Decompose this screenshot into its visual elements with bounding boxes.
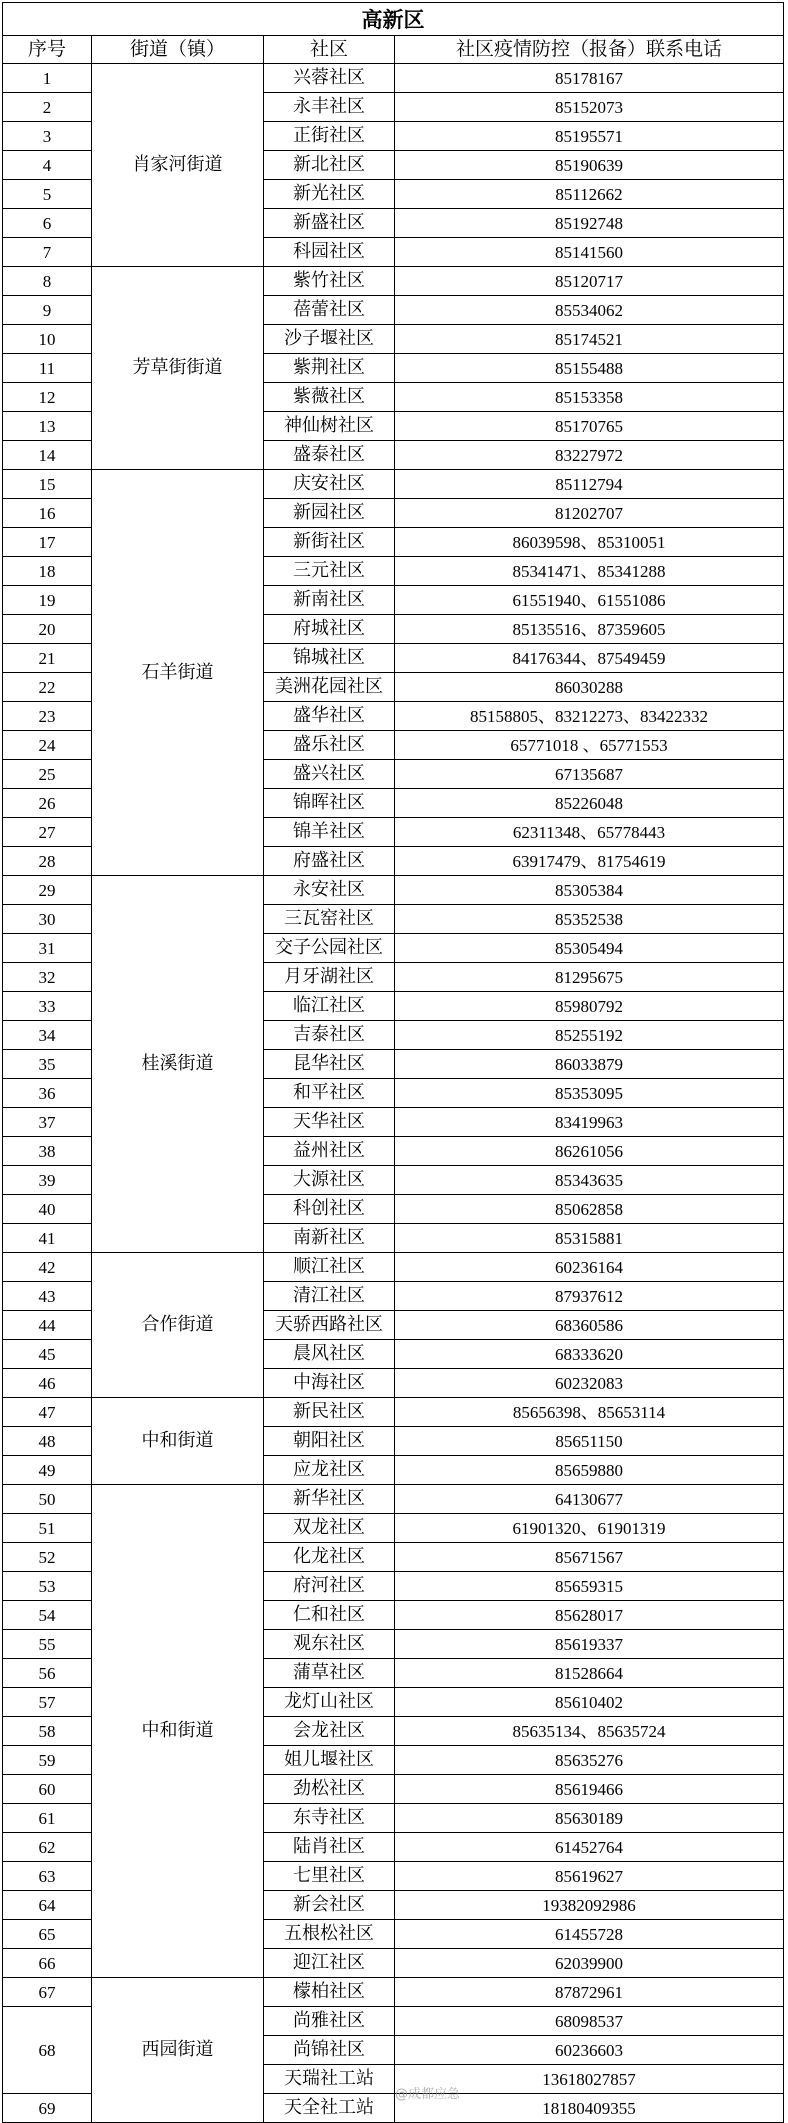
cell-community: 双龙社区 — [264, 1514, 395, 1543]
cell-phone: 19382092986 — [395, 1891, 784, 1920]
cell-community: 新园社区 — [264, 499, 395, 528]
cell-community: 美洲花园社区 — [264, 673, 395, 702]
cell-phone: 85112794 — [395, 470, 784, 499]
cell-index: 20 — [3, 615, 92, 644]
cell-phone: 60236603 — [395, 2036, 784, 2065]
cell-phone: 86261056 — [395, 1137, 784, 1166]
cell-community: 科园社区 — [264, 238, 395, 267]
cell-index: 63 — [3, 1862, 92, 1891]
cell-phone: 85628017 — [395, 1601, 784, 1630]
cell-phone: 85155488 — [395, 354, 784, 383]
cell-phone: 68098537 — [395, 2007, 784, 2036]
cell-index: 35 — [3, 1050, 92, 1079]
table-body — [3, 64, 784, 2123]
cell-street: 肖家河街道 — [92, 64, 264, 267]
cell-community: 交子公园社区 — [264, 934, 395, 963]
cell-phone: 83227972 — [395, 441, 784, 470]
cell-index: 18 — [3, 557, 92, 586]
cell-index: 46 — [3, 1369, 92, 1398]
cell-index: 68 — [3, 2007, 92, 2094]
cell-community: 龙灯山社区 — [264, 1688, 395, 1717]
cell-phone: 85062858 — [395, 1195, 784, 1224]
cell-phone: 62311348、65778443 — [395, 818, 784, 847]
cell-community: 昆华社区 — [264, 1050, 395, 1079]
cell-index: 23 — [3, 702, 92, 731]
cell-index: 37 — [3, 1108, 92, 1137]
cell-index: 2 — [3, 93, 92, 122]
cell-index: 19 — [3, 586, 92, 615]
cell-community: 天华社区 — [264, 1108, 395, 1137]
cell-phone: 85656398、85653114 — [395, 1398, 784, 1427]
cell-phone: 85152073 — [395, 93, 784, 122]
cell-index: 3 — [3, 122, 92, 151]
cell-street: 桂溪街道 — [92, 876, 264, 1253]
cell-community: 顺江社区 — [264, 1253, 395, 1282]
community-contact-table — [2, 2, 784, 2123]
cell-index: 40 — [3, 1195, 92, 1224]
cell-phone: 85174521 — [395, 325, 784, 354]
cell-index: 21 — [3, 644, 92, 673]
cell-community: 蓓蕾社区 — [264, 296, 395, 325]
cell-community: 临江社区 — [264, 992, 395, 1021]
cell-phone: 85671567 — [395, 1543, 784, 1572]
cell-phone: 85980792 — [395, 992, 784, 1021]
cell-index: 12 — [3, 383, 92, 412]
cell-community: 吉泰社区 — [264, 1021, 395, 1050]
cell-phone: 13618027857 — [395, 2065, 784, 2094]
table-title: 高新区 — [3, 3, 784, 36]
cell-index: 49 — [3, 1456, 92, 1485]
cell-community: 永安社区 — [264, 876, 395, 905]
cell-index: 69 — [3, 2094, 92, 2123]
cell-community: 紫薇社区 — [264, 383, 395, 412]
header-street: 街道（镇） — [92, 36, 264, 64]
cell-index: 9 — [3, 296, 92, 325]
cell-index: 1 — [3, 64, 92, 93]
cell-community: 新街社区 — [264, 528, 395, 557]
cell-community: 观东社区 — [264, 1630, 395, 1659]
cell-community: 南新社区 — [264, 1224, 395, 1253]
cell-phone: 85153358 — [395, 383, 784, 412]
cell-index: 44 — [3, 1311, 92, 1340]
cell-phone: 68333620 — [395, 1340, 784, 1369]
cell-index: 15 — [3, 470, 92, 499]
cell-community: 盛乐社区 — [264, 731, 395, 760]
cell-index: 24 — [3, 731, 92, 760]
cell-index: 59 — [3, 1746, 92, 1775]
cell-phone: 61551940、61551086 — [395, 586, 784, 615]
cell-index: 4 — [3, 151, 92, 180]
cell-community: 沙子堰社区 — [264, 325, 395, 354]
table-row — [3, 470, 784, 499]
cell-street: 石羊街道 — [92, 470, 264, 876]
header-community: 社区 — [264, 36, 395, 64]
cell-phone: 60232083 — [395, 1369, 784, 1398]
cell-phone: 85630189 — [395, 1804, 784, 1833]
cell-street: 中和街道 — [92, 1485, 264, 1978]
cell-community: 新南社区 — [264, 586, 395, 615]
cell-community: 七里社区 — [264, 1862, 395, 1891]
cell-phone: 85305494 — [395, 934, 784, 963]
cell-phone: 85178167 — [395, 64, 784, 93]
cell-community: 月牙湖社区 — [264, 963, 395, 992]
cell-index: 52 — [3, 1543, 92, 1572]
cell-community: 新盛社区 — [264, 209, 395, 238]
cell-community: 新北社区 — [264, 151, 395, 180]
cell-community: 紫竹社区 — [264, 267, 395, 296]
cell-index: 5 — [3, 180, 92, 209]
cell-phone: 81202707 — [395, 499, 784, 528]
cell-community: 檬柏社区 — [264, 1978, 395, 2007]
cell-index: 64 — [3, 1891, 92, 1920]
cell-index: 45 — [3, 1340, 92, 1369]
watermark: @成都应急 — [395, 2087, 461, 2102]
cell-phone: 86030288 — [395, 673, 784, 702]
cell-street: 中和街道 — [92, 1398, 264, 1485]
header-phone: 社区疫情防控（报备）联系电话 — [395, 36, 784, 64]
cell-index: 36 — [3, 1079, 92, 1108]
cell-index: 17 — [3, 528, 92, 557]
cell-community: 尚锦社区 — [264, 2036, 395, 2065]
cell-phone: 61455728 — [395, 1920, 784, 1949]
cell-index: 43 — [3, 1282, 92, 1311]
cell-index: 28 — [3, 847, 92, 876]
cell-community: 朝阳社区 — [264, 1427, 395, 1456]
cell-community: 姐儿堰社区 — [264, 1746, 395, 1775]
cell-phone: 61901320、61901319 — [395, 1514, 784, 1543]
cell-index: 65 — [3, 1920, 92, 1949]
cell-phone: 67135687 — [395, 760, 784, 789]
cell-phone: 85135516、87359605 — [395, 615, 784, 644]
cell-phone: 85659880 — [395, 1456, 784, 1485]
cell-index: 48 — [3, 1427, 92, 1456]
cell-phone: 85352538 — [395, 905, 784, 934]
cell-phone: 85120717 — [395, 267, 784, 296]
cell-phone: 85534062 — [395, 296, 784, 325]
cell-phone: 85170765 — [395, 412, 784, 441]
cell-community: 新华社区 — [264, 1485, 395, 1514]
cell-street: 芳草街街道 — [92, 267, 264, 470]
cell-community: 锦晖社区 — [264, 789, 395, 818]
cell-phone: 85190639 — [395, 151, 784, 180]
cell-index: 57 — [3, 1688, 92, 1717]
cell-index: 6 — [3, 209, 92, 238]
cell-street: 西园街道 — [92, 1978, 264, 2123]
cell-community: 蒲草社区 — [264, 1659, 395, 1688]
cell-community: 新会社区 — [264, 1891, 395, 1920]
cell-community: 永丰社区 — [264, 93, 395, 122]
cell-phone: 85619627 — [395, 1862, 784, 1891]
cell-index: 66 — [3, 1949, 92, 1978]
cell-index: 16 — [3, 499, 92, 528]
cell-index: 56 — [3, 1659, 92, 1688]
cell-index: 29 — [3, 876, 92, 905]
cell-phone: 61452764 — [395, 1833, 784, 1862]
cell-community: 锦城社区 — [264, 644, 395, 673]
cell-community: 锦羊社区 — [264, 818, 395, 847]
cell-community: 晨风社区 — [264, 1340, 395, 1369]
cell-phone: 85610402 — [395, 1688, 784, 1717]
cell-community: 五根松社区 — [264, 1920, 395, 1949]
cell-community: 尚雅社区 — [264, 2007, 395, 2036]
cell-index: 55 — [3, 1630, 92, 1659]
cell-phone: 68360586 — [395, 1311, 784, 1340]
cell-street: 合作街道 — [92, 1253, 264, 1398]
cell-community: 盛泰社区 — [264, 441, 395, 470]
cell-phone: 85226048 — [395, 789, 784, 818]
cell-community: 迎江社区 — [264, 1949, 395, 1978]
cell-index: 47 — [3, 1398, 92, 1427]
table-row — [3, 1978, 784, 2007]
cell-phone: 62039900 — [395, 1949, 784, 1978]
cell-community: 东寺社区 — [264, 1804, 395, 1833]
cell-index: 22 — [3, 673, 92, 702]
cell-index: 67 — [3, 1978, 92, 2007]
cell-phone: 63917479、81754619 — [395, 847, 784, 876]
cell-community: 三瓦窑社区 — [264, 905, 395, 934]
cell-community: 仁和社区 — [264, 1601, 395, 1630]
cell-phone: 85112662 — [395, 180, 784, 209]
cell-community: 新民社区 — [264, 1398, 395, 1427]
cell-community: 紫荆社区 — [264, 354, 395, 383]
cell-index: 61 — [3, 1804, 92, 1833]
cell-community: 劲松社区 — [264, 1775, 395, 1804]
cell-phone: 60236164 — [395, 1253, 784, 1282]
cell-community: 化龙社区 — [264, 1543, 395, 1572]
table-row — [3, 1485, 784, 1514]
cell-index: 62 — [3, 1833, 92, 1862]
cell-phone: 85353095 — [395, 1079, 784, 1108]
cell-phone: 85315881 — [395, 1224, 784, 1253]
cell-community: 应龙社区 — [264, 1456, 395, 1485]
cell-index: 25 — [3, 760, 92, 789]
cell-community: 大源社区 — [264, 1166, 395, 1195]
cell-community: 府盛社区 — [264, 847, 395, 876]
table-row — [3, 1398, 784, 1427]
cell-phone: 85141560 — [395, 238, 784, 267]
cell-index: 10 — [3, 325, 92, 354]
cell-index: 27 — [3, 818, 92, 847]
cell-index: 14 — [3, 441, 92, 470]
cell-phone: 83419963 — [395, 1108, 784, 1137]
cell-phone: 86039598、85310051 — [395, 528, 784, 557]
cell-phone: 81528664 — [395, 1659, 784, 1688]
cell-phone: 85635276 — [395, 1746, 784, 1775]
cell-index: 51 — [3, 1514, 92, 1543]
cell-community: 正街社区 — [264, 122, 395, 151]
cell-phone: 65771018 、65771553 — [395, 731, 784, 760]
cell-phone: 87937612 — [395, 1282, 784, 1311]
cell-phone: 84176344、87549459 — [395, 644, 784, 673]
cell-phone: 85619466 — [395, 1775, 784, 1804]
cell-community: 会龙社区 — [264, 1717, 395, 1746]
cell-community: 中海社区 — [264, 1369, 395, 1398]
cell-index: 13 — [3, 412, 92, 441]
cell-index: 33 — [3, 992, 92, 1021]
cell-community: 府城社区 — [264, 615, 395, 644]
cell-community: 府河社区 — [264, 1572, 395, 1601]
cell-community: 盛华社区 — [264, 702, 395, 731]
cell-community: 庆安社区 — [264, 470, 395, 499]
header-index: 序号 — [3, 36, 92, 64]
cell-index: 7 — [3, 238, 92, 267]
cell-community: 和平社区 — [264, 1079, 395, 1108]
cell-phone: 85651150 — [395, 1427, 784, 1456]
cell-phone: 87872961 — [395, 1978, 784, 2007]
cell-community: 天骄西路社区 — [264, 1311, 395, 1340]
cell-phone: 85341471、85341288 — [395, 557, 784, 586]
cell-phone: 64130677 — [395, 1485, 784, 1514]
cell-phone: 85635134、85635724 — [395, 1717, 784, 1746]
cell-community: 新光社区 — [264, 180, 395, 209]
cell-community: 盛兴社区 — [264, 760, 395, 789]
cell-index: 8 — [3, 267, 92, 296]
cell-phone: 81295675 — [395, 963, 784, 992]
cell-index: 32 — [3, 963, 92, 992]
table-row — [3, 876, 784, 905]
cell-index: 38 — [3, 1137, 92, 1166]
table-row — [3, 1253, 784, 1282]
cell-index: 34 — [3, 1021, 92, 1050]
cell-phone: 86033879 — [395, 1050, 784, 1079]
cell-phone: 85343635 — [395, 1166, 784, 1195]
cell-phone: 85195571 — [395, 122, 784, 151]
cell-community: 神仙树社区 — [264, 412, 395, 441]
cell-index: 26 — [3, 789, 92, 818]
cell-community: 兴蓉社区 — [264, 64, 395, 93]
table-row — [3, 64, 784, 93]
cell-phone: 85255192 — [395, 1021, 784, 1050]
cell-index: 41 — [3, 1224, 92, 1253]
cell-community: 益州社区 — [264, 1137, 395, 1166]
cell-community: 天瑞社工站 — [264, 2065, 395, 2094]
cell-community: 天全社工站 — [264, 2094, 395, 2123]
cell-community: 陆肖社区 — [264, 1833, 395, 1862]
cell-phone: 85158805、83212273、83422332 — [395, 702, 784, 731]
cell-community: 三元社区 — [264, 557, 395, 586]
cell-community: 清江社区 — [264, 1282, 395, 1311]
cell-index: 30 — [3, 905, 92, 934]
cell-phone: 85192748 — [395, 209, 784, 238]
cell-index: 53 — [3, 1572, 92, 1601]
cell-phone: 85659315 — [395, 1572, 784, 1601]
table-row — [3, 267, 784, 296]
cell-index: 11 — [3, 354, 92, 383]
cell-phone: 85619337 — [395, 1630, 784, 1659]
cell-index: 50 — [3, 1485, 92, 1514]
cell-index: 54 — [3, 1601, 92, 1630]
cell-index: 39 — [3, 1166, 92, 1195]
cell-community: 科创社区 — [264, 1195, 395, 1224]
cell-index: 42 — [3, 1253, 92, 1282]
cell-phone: 85305384 — [395, 876, 784, 905]
cell-index: 60 — [3, 1775, 92, 1804]
cell-index: 31 — [3, 934, 92, 963]
cell-index: 58 — [3, 1717, 92, 1746]
cell-phone: 18180409355 — [395, 2094, 784, 2123]
